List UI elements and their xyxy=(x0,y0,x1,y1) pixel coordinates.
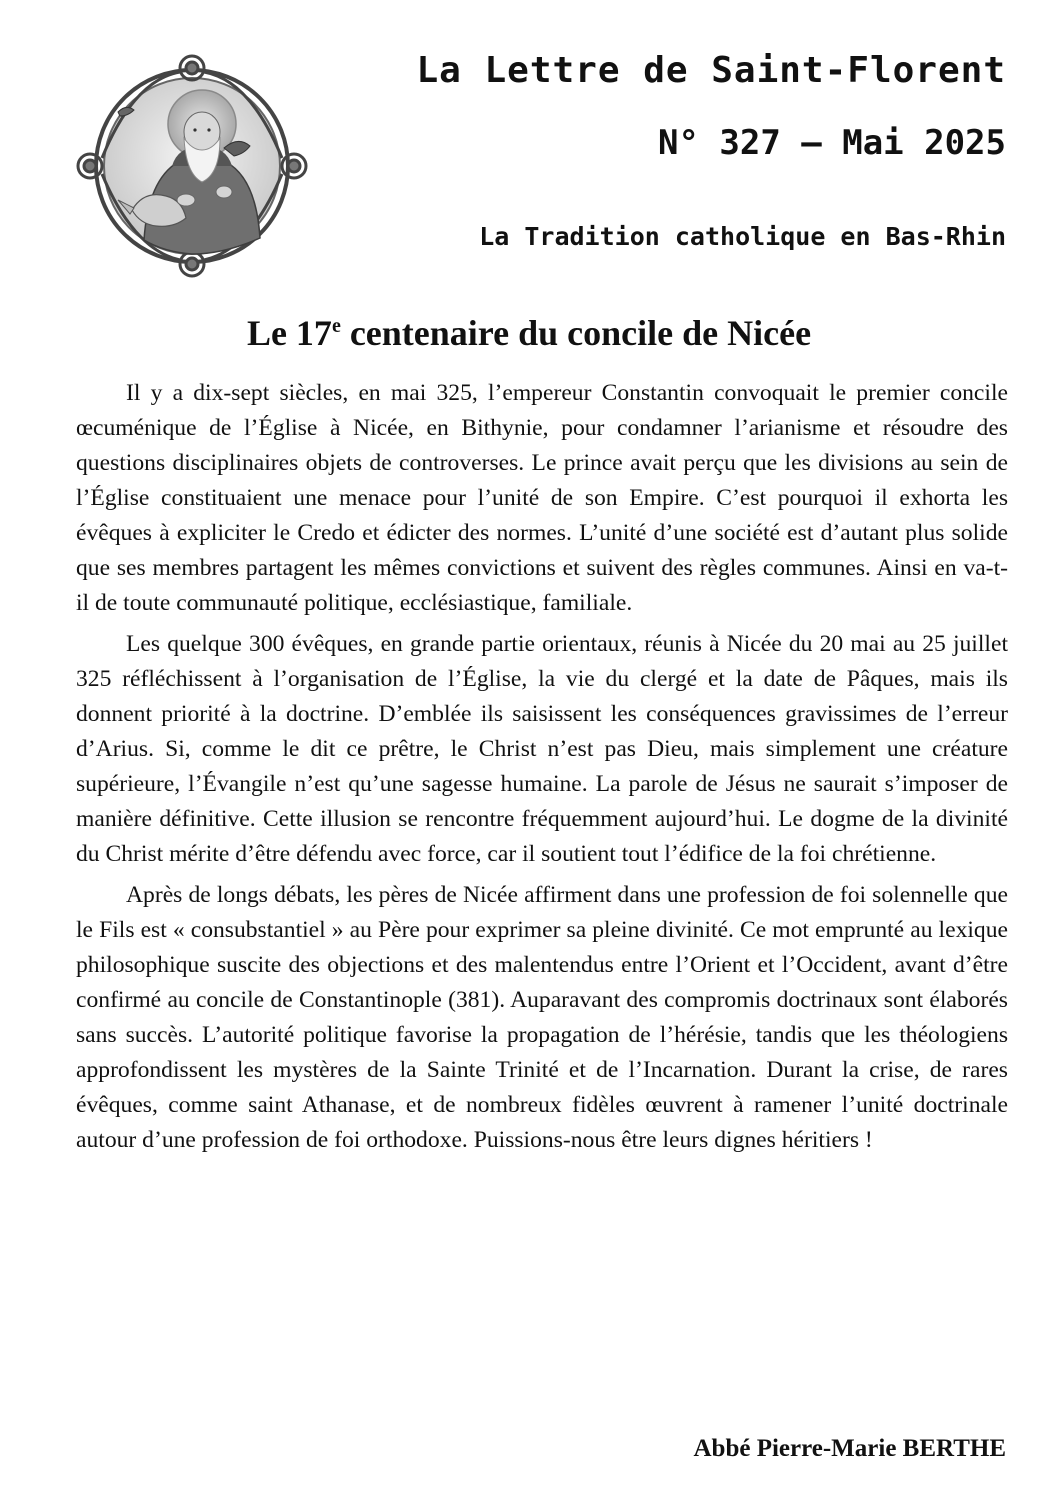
article-title-superscript: e xyxy=(331,315,341,337)
article-title-suffix: centenaire du concile de Nicée xyxy=(340,313,812,353)
article-paragraph: Il y a dix-sept siècles, en mai 325, l’empereur Constantin convoquait le premier concile œcuménique de l’Église à Nicée, en Bithynie, pour condamner l’arianisme et résoudre des questions disciplinaires objets de controverses. Le prince avait perçu que les divisions au sein de l’Église constituaient une menace pour l’unité de son Empire. C’est pourquoi il exhorta les évêques à expliciter le Credo et édicter des normes. L’unité d’une société est d’autant plus solide que ses membres partagent les mêmes convictions et suivent des règles communes. Ainsi en va-t-il de toute communauté politique, ecclésiastique, familiale. xyxy=(76,380,1008,616)
masthead xyxy=(0,0,1058,300)
newsletter-title: La Lettre de Saint-Florent xyxy=(416,50,1006,91)
article-title xyxy=(0,312,1058,354)
article-paragraph: Après de longs débats, les pères de Nicée affirment dans une profession de foi solennelle que le Fils est « consubstantiel » au Père pour exprimer sa pleine divinité. Ce mot emprunté au lexique philosophique suscite des objections et des malentendus entre l’Orient et l’Occident, avant d’être confirmé au concile de Constantinople (381). Auparavant des compromis doctrinaux sont élaborés sans succès. L’autorité politique favorise la propagation de l’hérésie, tandis que les théologiens approfondissent les mystères de la Sainte Trinité et de l’Incarnation. Durant la crise, de rares évêques, comme saint Athanase, et de nombreux fidèles œuvrent à ramener l’unité doctrinale autour d’une profession de foi orthodoxe. Puissions-nous être leurs dignes héritiers ! xyxy=(76,882,1008,1153)
article-body xyxy=(76,376,1008,1164)
newsletter-tagline: La Tradition catholique en Bas-Rhin xyxy=(479,222,1006,251)
saint-florent-medallion-icon xyxy=(74,50,314,282)
issue-number: N° 327 – Mai 2025 xyxy=(658,123,1006,163)
article-title-prefix: Le 17 xyxy=(246,313,332,353)
article-paragraph: Les quelque 300 évêques, en grande partie orientaux, réunis à Nicée du 20 mai au 25 juillet 325 réfléchissent à l’organisation de l’Église, la vie du clergé et la date de Pâques, mais ils donnent priorité à la doctrine. D’emblée ils saisissent les conséquences gravissimes de l’erreur d’Arius. Si, comme le dit ce prêtre, le Christ n’est pas Dieu, mais simplement une créature supérieure, l’Évangile n’est qu’une sagesse humaine. La parole de Jésus ne saurait s’imposer de manière définitive. Cette illusion se rencontre fréquemment aujourd’hui. Le dogme de la divinité du Christ mérite d’être défendu avec force, car il soutient tout l’édifice de la foi chrétienne. xyxy=(76,631,1008,867)
author-signature: Abbé Pierre-Marie BERTHE xyxy=(693,1435,1006,1462)
